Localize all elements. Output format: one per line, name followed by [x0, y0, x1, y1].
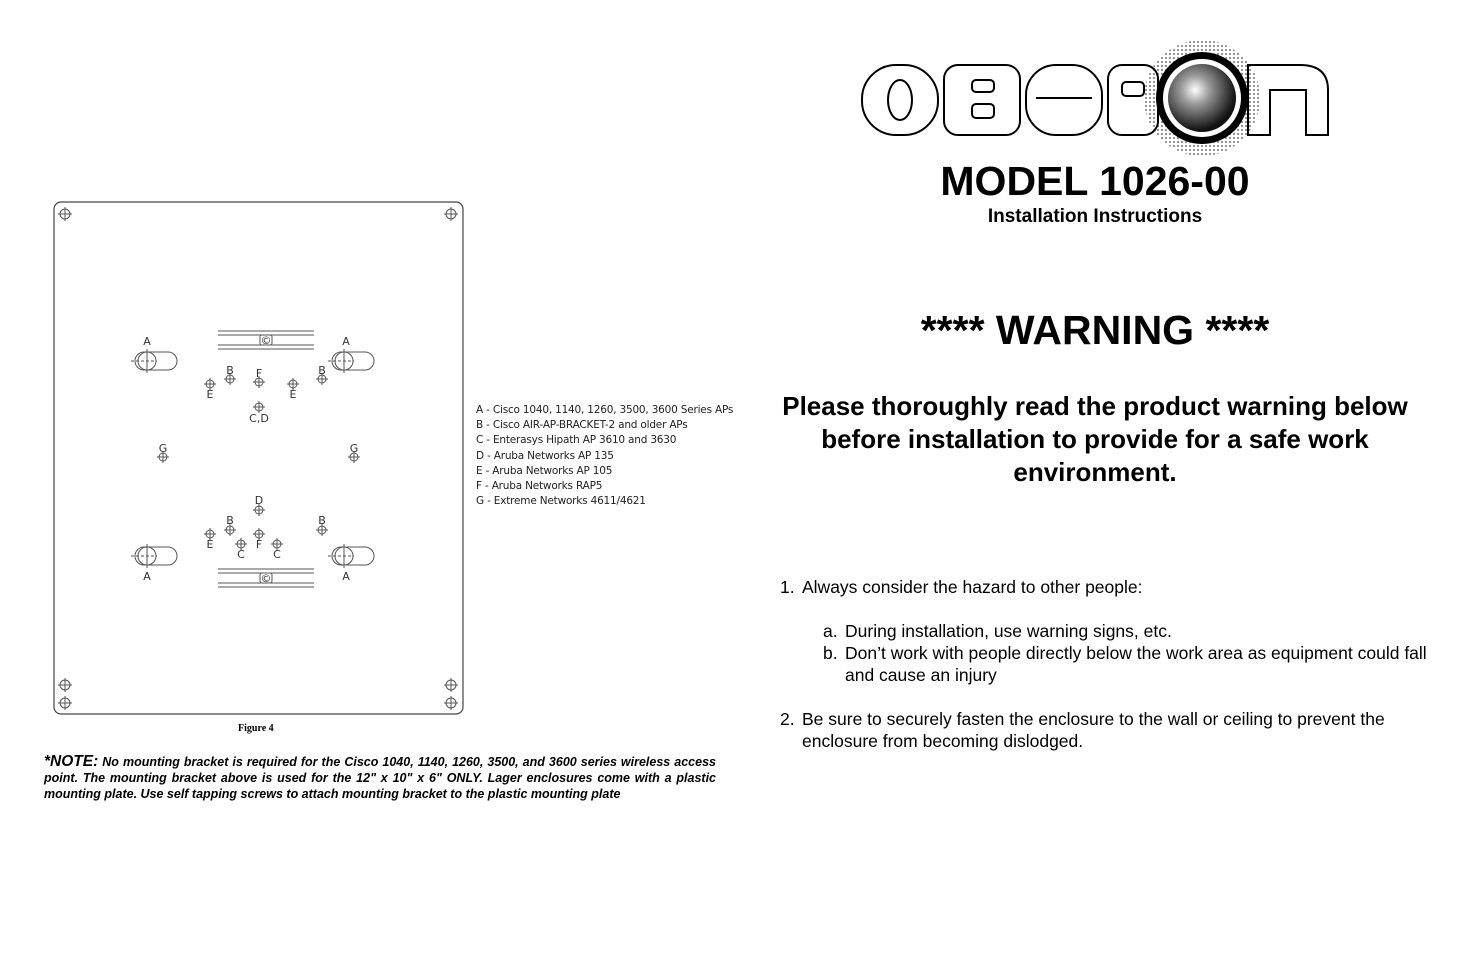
figure-caption: Figure 4 [238, 723, 274, 734]
sub-item-text: Don’t work with people directly below the work area as equipment could fall and cause an injury [845, 643, 1427, 685]
hole-label: B [226, 364, 234, 377]
hole-label: E [289, 388, 297, 401]
legend-item: B - Cisco AIR-AP-BRACKET-2 and older APs [476, 419, 688, 432]
hole-label: B [318, 514, 326, 527]
note-label: *NOTE: [44, 753, 99, 770]
hole-label: C,D [249, 412, 269, 425]
hole-label: © [260, 334, 272, 347]
mounting-plate-diagram [48, 196, 468, 720]
hole-label: C [273, 548, 281, 561]
hole-label: G [349, 442, 359, 455]
legend-item: D - Aruba Networks AP 135 [476, 449, 614, 462]
warning-intro: Please thoroughly read the product warning below before installation to provide for a safe work environment. [782, 391, 1408, 487]
hole-label: A [143, 570, 151, 583]
legend-item: F - Aruba Networks RAP5 [476, 480, 603, 493]
legend-item: E - Aruba Networks AP 105 [476, 464, 613, 477]
instruction-list [780, 576, 1430, 752]
item-text: Be sure to securely fasten the enclosure to the wall or ceiling to prevent the enclosure from becoming dislodged. [802, 709, 1385, 751]
plate-marks [58, 207, 458, 710]
hole-label: A [342, 570, 350, 583]
hole-label: © [260, 572, 272, 585]
note-text: No mounting bracket is required for the Cisco 1040, 1140, 1260, 3500, and 3600 series wireless access point. The mounting bracket above is used for the 12" x 10" x 6" ONLY. Lager enclosures come with a plastic mounting plate. Use self tapping screws to attach mounting bracket to the plastic mounting plate [44, 755, 716, 801]
plate-labels [143, 334, 358, 585]
hole-label: B [226, 514, 234, 527]
legend-item: G - Extreme Networks 4611/4621 [476, 495, 646, 508]
hole-label: E [206, 538, 214, 551]
model-title: MODEL 1026-00 [940, 158, 1250, 204]
item-number: 1. [780, 577, 795, 597]
plate-outline [54, 202, 463, 714]
sub-item [780, 620, 1430, 642]
legend-item: C - Enterasys Hipath AP 3610 and 3630 [476, 434, 677, 447]
sub-item-letter: a. [823, 621, 838, 641]
item-number: 2. [780, 709, 795, 729]
item-text: Always consider the hazard to other people: [802, 577, 1143, 597]
hole-label: D [254, 494, 264, 507]
sub-item-letter: b. [823, 643, 838, 663]
figure-legend [476, 403, 733, 509]
mounting-note [44, 754, 716, 802]
list-item [780, 708, 1430, 752]
sub-item-text: During installation, use warning signs, etc. [845, 621, 1172, 641]
hole-label: G [158, 442, 168, 455]
warning-title: **** WARNING **** [920, 307, 1270, 353]
hole-label: E [206, 388, 214, 401]
hole-label: B [318, 364, 326, 377]
oberon-logo [860, 40, 1330, 158]
subtitle: Installation Instructions [987, 206, 1203, 227]
legend-item: A - Cisco 1040, 1140, 1260, 3500, 3600 Series APs [476, 404, 734, 416]
hole-label: F [255, 538, 263, 551]
list-item [780, 576, 1430, 598]
hole-label: F [255, 367, 263, 380]
hole-label: C [237, 548, 245, 561]
hole-label: A [342, 335, 350, 348]
hole-label: A [143, 335, 151, 348]
sub-item [780, 642, 1430, 686]
